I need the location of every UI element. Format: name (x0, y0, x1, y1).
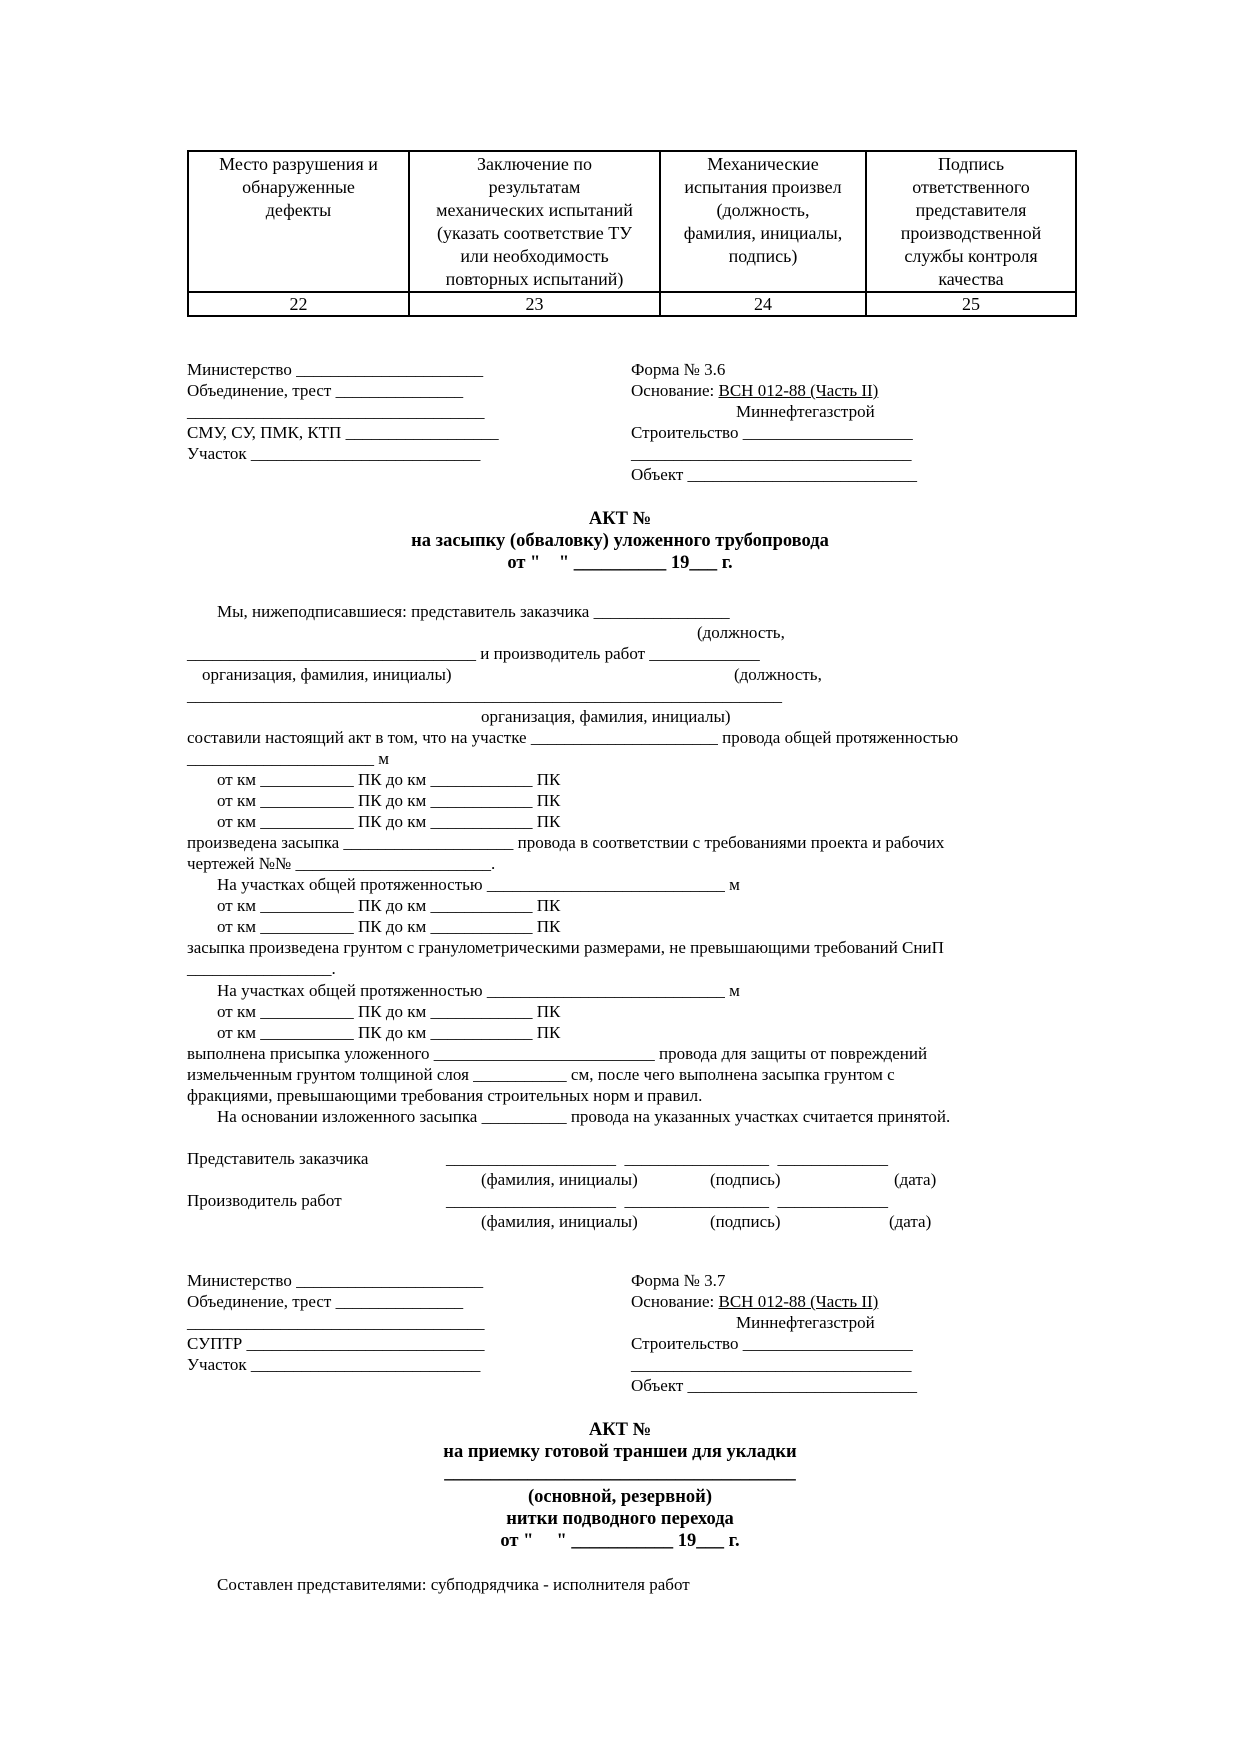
act-text-line: от км ___________ ПК до км ____________ ПК (217, 896, 561, 915)
act-text-line: чертежей №№ _______________________. (187, 854, 496, 873)
header-cell-signature: Подпись ответственного представителя производственной службы контроля качества (866, 151, 1076, 292)
act-text-line: (должность, (697, 623, 785, 642)
object-field: Объект ___________________________ (631, 1376, 918, 1395)
form-number: Форма № 3.7 (631, 1271, 726, 1290)
crossing-caption: нитки подводного перехода (506, 1509, 734, 1529)
mechanical-tests-table (187, 150, 1077, 317)
construction-field: Строительство ____________________ (631, 423, 913, 442)
act-text-line: организация, фамилия, инициалы) (202, 665, 452, 684)
act-text-line: фракциями, превышающими требования строительных норм и правил. (187, 1086, 703, 1105)
ministry-field: Министерство ______________________ (187, 360, 484, 379)
column-number: 25 (866, 292, 1076, 316)
act-date: от " " __________ 19___ г. (507, 553, 733, 573)
header-cell-tester: Механические испытания произвел (должность, фамилия, инициалы, подпись) (660, 151, 866, 292)
act-text-line: (должность, (734, 665, 822, 684)
act-text-line: от км ___________ ПК до км ____________ ПК (217, 1002, 561, 1021)
basis-label: Основание: (631, 1292, 719, 1311)
basis-label: Основание: (631, 381, 719, 400)
basis-document-link[interactable]: ВСН 012-88 (Часть II) (718, 1292, 879, 1311)
basis-document-link[interactable]: ВСН 012-88 (Часть II) (718, 381, 879, 400)
table-number-row (188, 292, 1076, 316)
act-title: АКТ № (588, 1420, 652, 1440)
act-subtitle: на засыпку (обваловку) уложенного трубопровода (411, 531, 829, 551)
act-text-line: На участках общей протяженностью ____________________________ м (217, 981, 740, 1000)
act-text-line: засыпка произведена грунтом с гранулометрическими размерами, не превышающими требований СниП (187, 938, 944, 957)
basis-line (631, 380, 878, 401)
act-text-line: На участках общей протяженностью ____________________________ м (217, 875, 740, 894)
act-text-line: от км ___________ ПК до км ____________ ПК (217, 917, 561, 936)
act-text-line: ______________________________________________________________________ (187, 686, 782, 705)
act-title: АКТ № (588, 509, 652, 529)
act-text-line: составили настоящий акт в том, что на участке ______________________ провода общей протяженностью (187, 728, 959, 747)
signature-line: (фамилия, инициалы) (481, 1212, 638, 1231)
act-subtitle: на приемку готовой траншеи для укладки (443, 1442, 797, 1462)
construction-field: Строительство ____________________ (631, 1334, 913, 1353)
line-name-blank: ______________________________________ (444, 1463, 796, 1483)
signature-line: ____________________ _________________ _____________ (446, 1191, 888, 1210)
column-number: 22 (188, 292, 409, 316)
signature-line: Производитель работ (187, 1191, 342, 1210)
signature-line: (дата) (889, 1212, 932, 1231)
act-text-line: выполнена присыпка уложенного __________________________ провода для защиты от повреждений (187, 1044, 928, 1063)
signature-line: Представитель заказчика (187, 1149, 369, 1168)
table-header-row (188, 151, 1076, 292)
blank-line: ___________________________________ (187, 402, 485, 421)
section-field: Участок ___________________________ (187, 1355, 481, 1374)
suptr-field: СУПТР ____________________________ (187, 1334, 485, 1353)
act-text-line: _________________. (187, 959, 336, 978)
blank-line: _________________________________ (631, 444, 912, 463)
ministry-name: Миннефтегазстрой (736, 402, 875, 421)
column-number: 24 (660, 292, 866, 316)
header-cell-defects: Место разрушения и обнаруженные дефекты (188, 151, 409, 292)
act-text-line: На основании изложенного засыпка __________ провода на указанных участках считается принятой. (217, 1107, 951, 1126)
smu-field: СМУ, СУ, ПМК, КТП __________________ (187, 423, 499, 442)
blank-line: _________________________________ (631, 1355, 912, 1374)
ministry-name: Миннефтегазстрой (736, 1313, 875, 1332)
signature-line: (дата) (894, 1170, 937, 1189)
column-number: 23 (409, 292, 660, 316)
act-text-line: от км ___________ ПК до км ____________ ПК (217, 770, 561, 789)
act-date: от " " ___________ 19___ г. (500, 1531, 740, 1551)
act-text-line: произведена засыпка ____________________ провода в соответствии с требованиями проекта и рабочих (187, 833, 945, 852)
signature-line: ____________________ _________________ _____________ (446, 1149, 888, 1168)
object-field: Объект ___________________________ (631, 465, 918, 484)
association-field: Объединение, трест _______________ (187, 381, 464, 400)
act-text-line: от км ___________ ПК до км ____________ ПК (217, 812, 561, 831)
line-type-caption: (основной, резервной) (527, 1487, 713, 1507)
act-text-line: организация, фамилия, инициалы) (481, 707, 731, 726)
act-text-line: __________________________________ и производитель работ _____________ (187, 644, 760, 663)
act-3-7-intro: Составлен представителями: субподрядчика - исполнителя работ (217, 1575, 690, 1594)
blank-line: ___________________________________ (187, 1313, 485, 1332)
form-number: Форма № 3.6 (631, 360, 726, 379)
act-text-line: от км ___________ ПК до км ____________ ПК (217, 1023, 561, 1042)
act-text-line: ______________________ м (187, 749, 390, 768)
act-text-line: измельченным грунтом толщиной слоя ___________ см, после чего выполнена засыпка грунтом с (187, 1065, 895, 1084)
signature-line: (фамилия, инициалы) (481, 1170, 638, 1189)
association-field: Объединение, трест _______________ (187, 1292, 464, 1311)
signature-line: (подпись) (710, 1170, 781, 1189)
signature-line: (подпись) (710, 1212, 781, 1231)
ministry-field: Министерство ______________________ (187, 1271, 484, 1290)
basis-line (631, 1291, 878, 1312)
section-field: Участок ___________________________ (187, 444, 481, 463)
act-text-line: Мы, нижеподписавшиеся: представитель заказчика ________________ (217, 602, 730, 621)
act-text-line: от км ___________ ПК до км ____________ ПК (217, 791, 561, 810)
header-cell-conclusion: Заключение по результатам механических испытаний (указать соответствие ТУ или необходимость повторных испытаний) (409, 151, 660, 292)
